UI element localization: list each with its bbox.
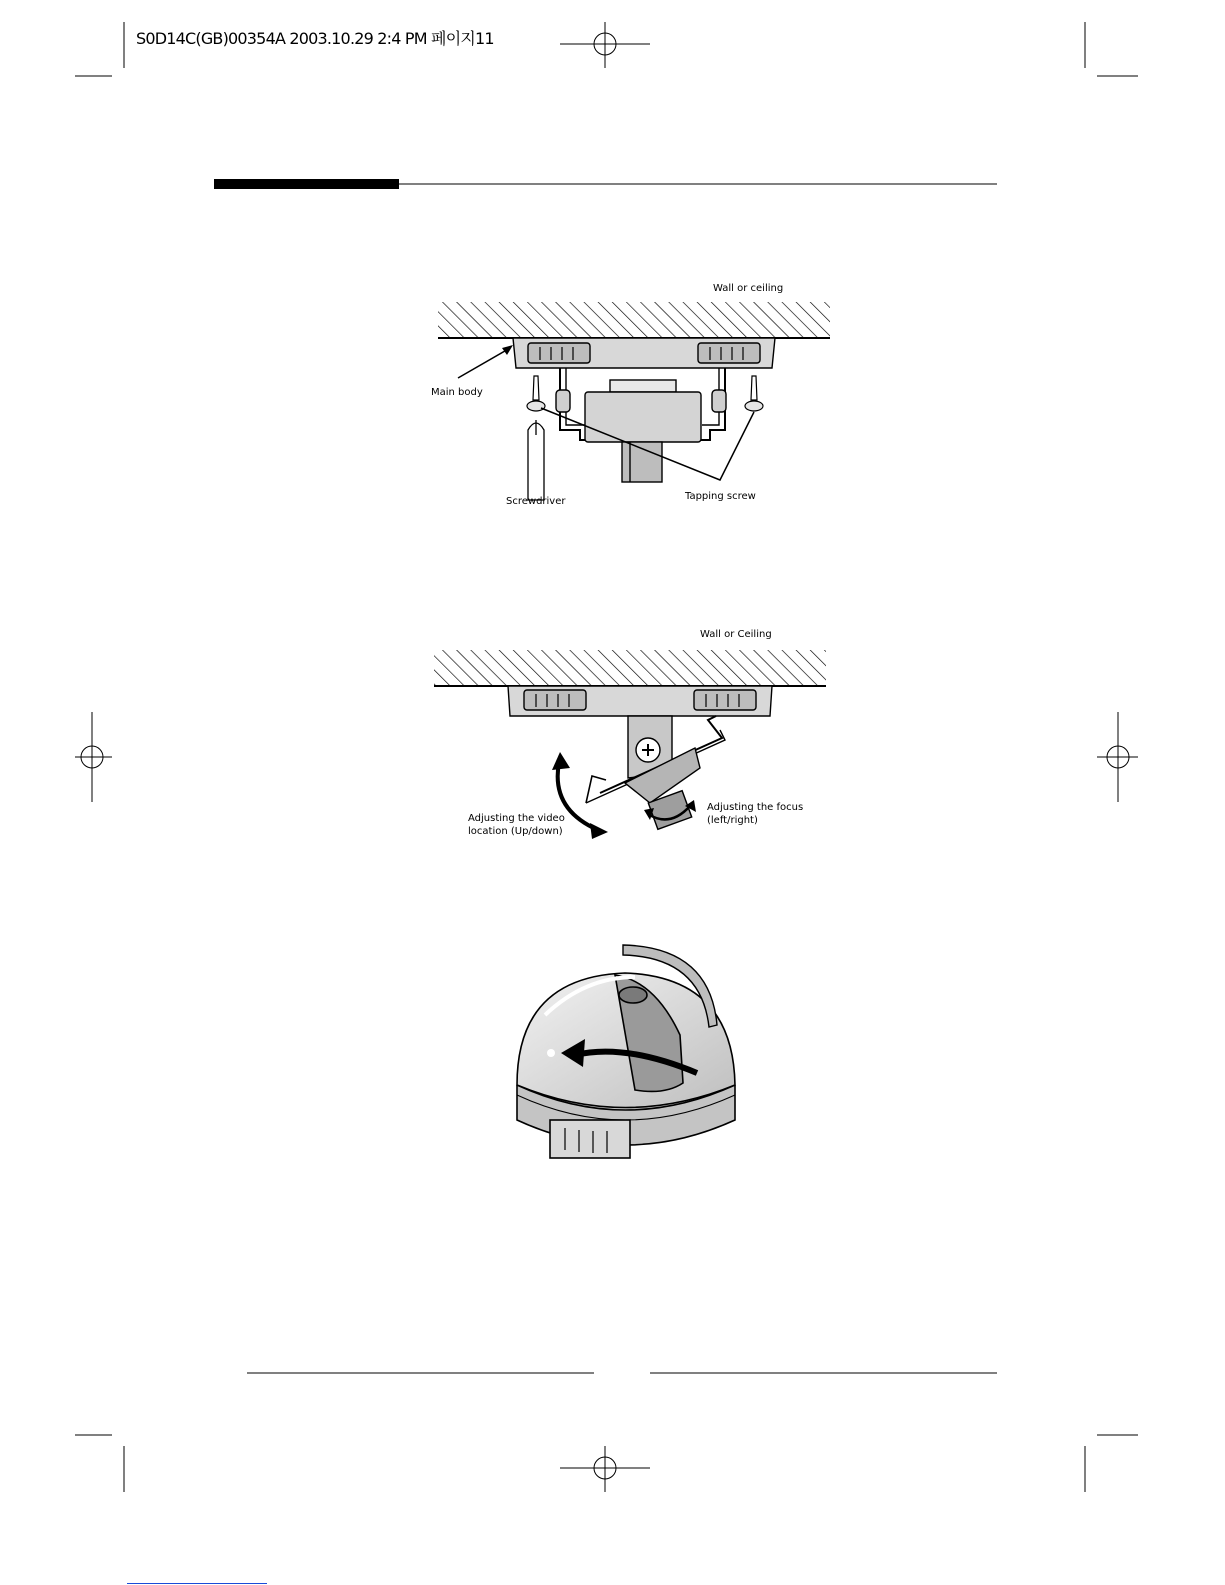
registration-mark-left bbox=[75, 712, 112, 802]
tapping-screw-label: Tapping screw bbox=[685, 491, 756, 502]
wall-hatch bbox=[434, 650, 826, 686]
video-location-label-line2: location (Up/down) bbox=[468, 826, 563, 837]
focus-label-line2: (left/right) bbox=[707, 815, 758, 826]
figure-mounting-main-body bbox=[420, 280, 840, 520]
tapping-screw-right bbox=[745, 376, 763, 411]
wall-or-ceiling-label: Wall or ceiling bbox=[713, 283, 784, 294]
wall-hatch bbox=[438, 302, 830, 338]
main-body bbox=[513, 338, 775, 482]
figure-dome-cover bbox=[505, 935, 745, 1170]
registration-mark-top bbox=[560, 22, 650, 68]
registration-mark-bottom bbox=[560, 1446, 650, 1492]
main-body-label: Main body bbox=[431, 387, 483, 398]
screwdriver bbox=[528, 420, 544, 500]
tilt-bracket bbox=[586, 716, 725, 829]
registration-mark-right bbox=[1097, 712, 1138, 802]
footer-link-underline bbox=[127, 1568, 267, 1584]
screwdriver-label: Screwdriver bbox=[506, 496, 566, 507]
main-body-leader bbox=[458, 348, 510, 378]
tapping-screw-left bbox=[527, 376, 545, 411]
print-slug: S0D14C(GB)00354A 2003.10.29 2:4 PM 페이지11 bbox=[136, 29, 494, 48]
video-location-label-line1: Adjusting the video bbox=[468, 813, 565, 824]
section-bar bbox=[214, 179, 399, 189]
main-body bbox=[508, 686, 772, 716]
focus-label-line1: Adjusting the focus bbox=[707, 802, 804, 813]
wall-or-ceiling-label-2: Wall or Ceiling bbox=[700, 629, 772, 640]
